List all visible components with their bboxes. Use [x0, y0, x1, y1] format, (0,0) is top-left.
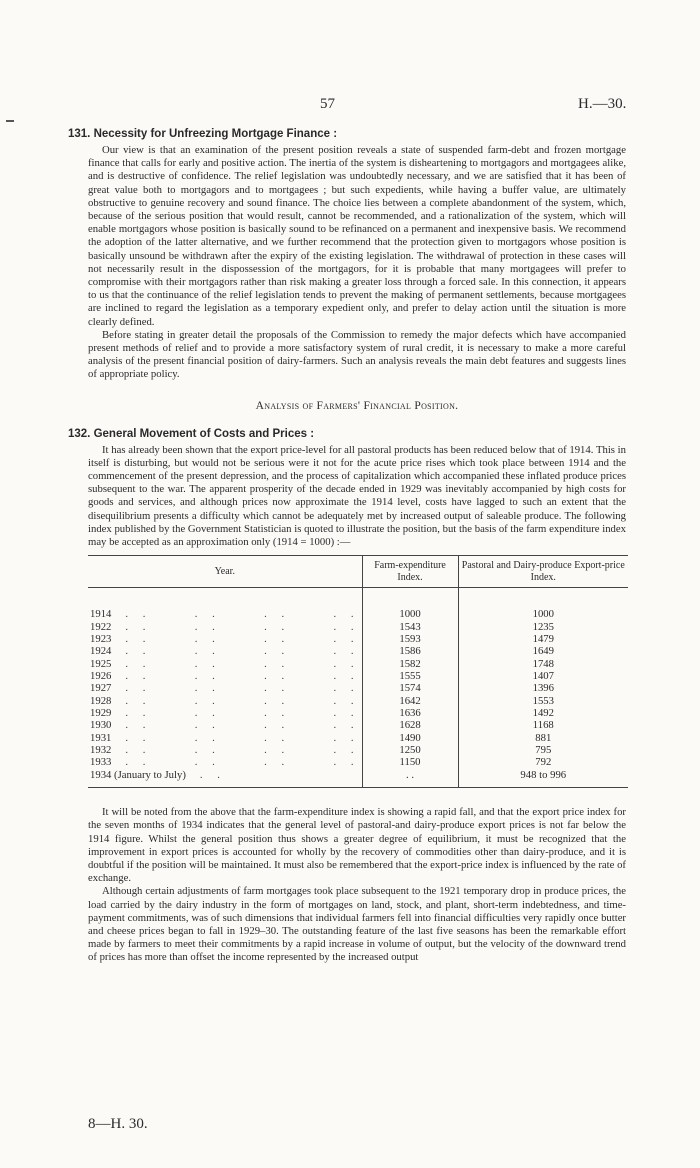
- table-row: [88, 744, 628, 756]
- year-cell: [88, 658, 362, 670]
- export-price-cell: 792: [458, 756, 628, 768]
- farm-expenditure-cell: 1000: [362, 608, 458, 620]
- farm-expenditure-cell: 1543: [362, 621, 458, 633]
- table-row: [88, 682, 628, 694]
- section-131-paragraph-1: Our view is that an examination of the present position reveals a state of suspended farm-debt and frozen mortgage finance that calls for early and positive action. The inertia of the system is disheartening to mortgagors and mortgagees alike, and is destructive of confidence. The relief legislation was undoubtedly necessary, and we are satisfied that it has been of great value both to mortgagors and to mortgagees ; but such expedients, while having a buffer value, are ultimately obstructive to genuine recovery and sound finance. The choice lies between a complete abandonment of the system, which, because of the serious position that would result, cannot be recommended, and a rationalization of the system, which will enable mortgagors whose position is basically sound to be refinanced on a permanent and inexpensive basis. We recommend the adoption of the latter alternative, and we further recommend that the protection given to mortgagors whose position is basically unsound be withdrawn after the expiry of the existing legislation. The withdrawal of protection in these cases will not necessarily result in the dispossession of the mortgagors, for it is probable that many mortgagees will prefer to compromise with their mortgagors rather than risk making a greater loss through a forced sale. In this connection, it appears to us that the continuance of the relief legislation tends to prevent the making of permanent settlements, because mortgagees are inclined to regard the legislation as a temporary expedient only, and prefer to delay action until the situation is more clearly defined.: [88, 144, 626, 328]
- year-cell: [88, 756, 362, 768]
- farm-expenditure-cell: 1150: [362, 756, 458, 768]
- leader-dots: . . . . . . . .: [125, 632, 360, 645]
- export-price-cell: 1492: [458, 707, 628, 719]
- footer-signature: 8—H. 30.: [88, 1116, 148, 1132]
- margin-mark: [6, 120, 14, 122]
- leader-dots: . . . . . . . .: [125, 608, 360, 621]
- year-value: 1922: [90, 620, 112, 633]
- export-price-cell: 1396: [458, 682, 628, 694]
- farm-expenditure-cell: 1636: [362, 707, 458, 719]
- section-132-heading: 132. General Movement of Costs and Prices :: [68, 427, 315, 440]
- year-value: 1930: [90, 719, 112, 732]
- year-cell: [88, 695, 362, 707]
- leader-dots: . . . . . . . .: [125, 620, 360, 633]
- farm-expenditure-cell: 1574: [362, 682, 458, 694]
- section-title: Analysis of Farmers' Financial Position.: [255, 399, 459, 412]
- table-row: [88, 707, 628, 719]
- year-value: 1925: [90, 657, 112, 670]
- year-value: 1926: [90, 670, 112, 682]
- export-price-cell: 1479: [458, 633, 628, 645]
- table-row: [88, 621, 628, 633]
- leader-dots: . .: [199, 768, 226, 781]
- year-value: 1934 (January to July): [90, 768, 186, 781]
- leader-dots: . . . . . . . .: [125, 731, 360, 744]
- year-value: 1929: [90, 707, 112, 720]
- farm-expenditure-cell: 1582: [362, 658, 458, 670]
- farm-expenditure-cell: 1490: [362, 732, 458, 744]
- leader-dots: . . . . . . . .: [125, 707, 360, 720]
- export-price-cell: 1407: [458, 670, 628, 682]
- export-price-cell: 1748: [458, 658, 628, 670]
- farm-expenditure-cell: 1555: [362, 670, 458, 682]
- document-reference: H.—30.: [578, 96, 627, 112]
- farm-expenditure-column-header: Farm-expenditure Index.: [362, 556, 458, 588]
- farm-expenditure-cell: 1586: [362, 645, 458, 657]
- table-row: [88, 633, 628, 645]
- table-row: [88, 719, 628, 731]
- year-cell: [88, 621, 362, 633]
- year-value: 1932: [90, 744, 112, 757]
- export-price-cell: 881: [458, 732, 628, 744]
- year-cell: [88, 707, 362, 719]
- farm-expenditure-cell: 1642: [362, 695, 458, 707]
- farm-expenditure-cell: 1593: [362, 633, 458, 645]
- year-cell: [88, 719, 362, 731]
- section-132-paragraph-after-1: It will be noted from the above that the farm-expenditure index is showing a rapid fall, and that the export price index for the seven months of 1934 indicates that the general level of pastoral-and dairy-produce export prices is not far below the 1914 figure. Whilst the general position thus shows a greater degree of equilibrium, it must be recognized that the improvement in export prices is accounted for wholly by the recovery of commodities other than dairy-produce, and it is doubtful if the position will be maintained. It must also be remembered that the export-price index is influenced by the rate of exchange.: [88, 806, 626, 885]
- farm-expenditure-cell: 1628: [362, 719, 458, 731]
- leader-dots: . . . . . . . .: [125, 756, 360, 769]
- index-table: [88, 555, 628, 788]
- table-row: [88, 658, 628, 670]
- export-price-cell: 1235: [458, 621, 628, 633]
- year-value: 1931: [90, 731, 112, 744]
- export-price-cell: 1649: [458, 645, 628, 657]
- section-132-paragraph-after-2: Although certain adjustments of farm mortgages took place subsequent to the 1921 temporary drop in produce prices, the load carried by the dairy industry in the form of mortgages on land, stock, and plant, short-term indebtedness, and time-payment commitments, was of such dimensions that individual farmers fell into financial difficulties very rapidly once butter and cheese prices began to fall in 1929–30. The outstanding feature of the last five seasons has been the remarkable effort made by farmers to meet their commitments by a rapid increase in volume of output, but the velocity of the downward trend of prices has more than offset the income represented by the increased output: [88, 885, 626, 964]
- export-price-column-header: Pastoral and Dairy-produce Export-price Index.: [458, 556, 628, 588]
- year-cell: [88, 682, 362, 694]
- table-row: [88, 756, 628, 768]
- year-value: 1933: [90, 756, 112, 769]
- table-row: [88, 769, 628, 788]
- section-131-heading: 131. Necessity for Unfreezing Mortgage Finance :: [68, 128, 338, 140]
- leader-dots: . . . . . . . .: [125, 694, 360, 707]
- leader-dots: . . . . . . . .: [125, 744, 360, 757]
- export-price-cell: 948 to 996: [458, 769, 628, 788]
- farm-expenditure-cell: 1250: [362, 744, 458, 756]
- year-column-header: Year.: [88, 556, 362, 588]
- table-row: [88, 645, 628, 657]
- leader-dots: . . . . . . . .: [125, 645, 360, 658]
- year-value: 1923: [90, 632, 112, 645]
- table-row: [88, 732, 628, 744]
- year-cell: [88, 633, 362, 645]
- leader-dots: . . . . . . . .: [125, 657, 360, 670]
- year-cell: [88, 670, 362, 682]
- section-132-intro: It has already been shown that the export price-level for all pastoral products has been reduced below that of 1914. This in itself is disturbing, but would not be serious were it not for the acute price rises which took place between 1914 and the commencement of the present depression, and the process of capitalization which accompanied these inflated produce prices subsequent to the war. The apparent prosperity of the decade ended in 1929 was inevitably accompanied by high costs for goods and services, and although prices now approximate the 1914 level, costs have lagged to such an extent that the disequilibrium presents a difficulty which cannot be adequately met by increased output of saleable produce. The following index published by the Government Statistician is quoted to illustrate the position, but the basis of the farm expenditure index may be accepted as an approximation only (1914 = 1000) :—: [88, 443, 626, 549]
- export-price-cell: 1553: [458, 695, 628, 707]
- export-price-cell: 1168: [458, 719, 628, 731]
- section-131-paragraph-2: Before stating in greater detail the proposals of the Commission to remedy the major defects which have accompanied present methods of relief and to provide a more satisfactory system of rural credit, it is necessary to make a more careful analysis of the present financial position of dairy-farmers. Such an analysis reveals the main debt features and suggests lines of appropriate policy.: [88, 328, 626, 381]
- main-content: [68, 126, 626, 965]
- year-value: 1924: [90, 645, 112, 658]
- farm-expenditure-cell: . .: [362, 769, 458, 788]
- year-cell: [88, 744, 362, 756]
- export-price-cell: 795: [458, 744, 628, 756]
- table-row: [88, 670, 628, 682]
- year-cell: [88, 732, 362, 744]
- export-price-cell: 1000: [458, 608, 628, 620]
- leader-dots: . . . . . . . .: [125, 719, 360, 732]
- year-cell: [88, 608, 362, 620]
- table-row: [88, 608, 628, 620]
- year-value: 1928: [90, 694, 112, 707]
- leader-dots: . . . . . . . .: [125, 670, 360, 682]
- year-value: 1927: [90, 682, 112, 695]
- year-cell: [88, 769, 362, 788]
- table-row: [88, 695, 628, 707]
- year-cell: [88, 645, 362, 657]
- page-number: 57: [320, 96, 335, 112]
- year-value: 1914: [90, 608, 112, 621]
- leader-dots: . . . . . . . .: [125, 682, 360, 695]
- table-header-row: [88, 556, 628, 588]
